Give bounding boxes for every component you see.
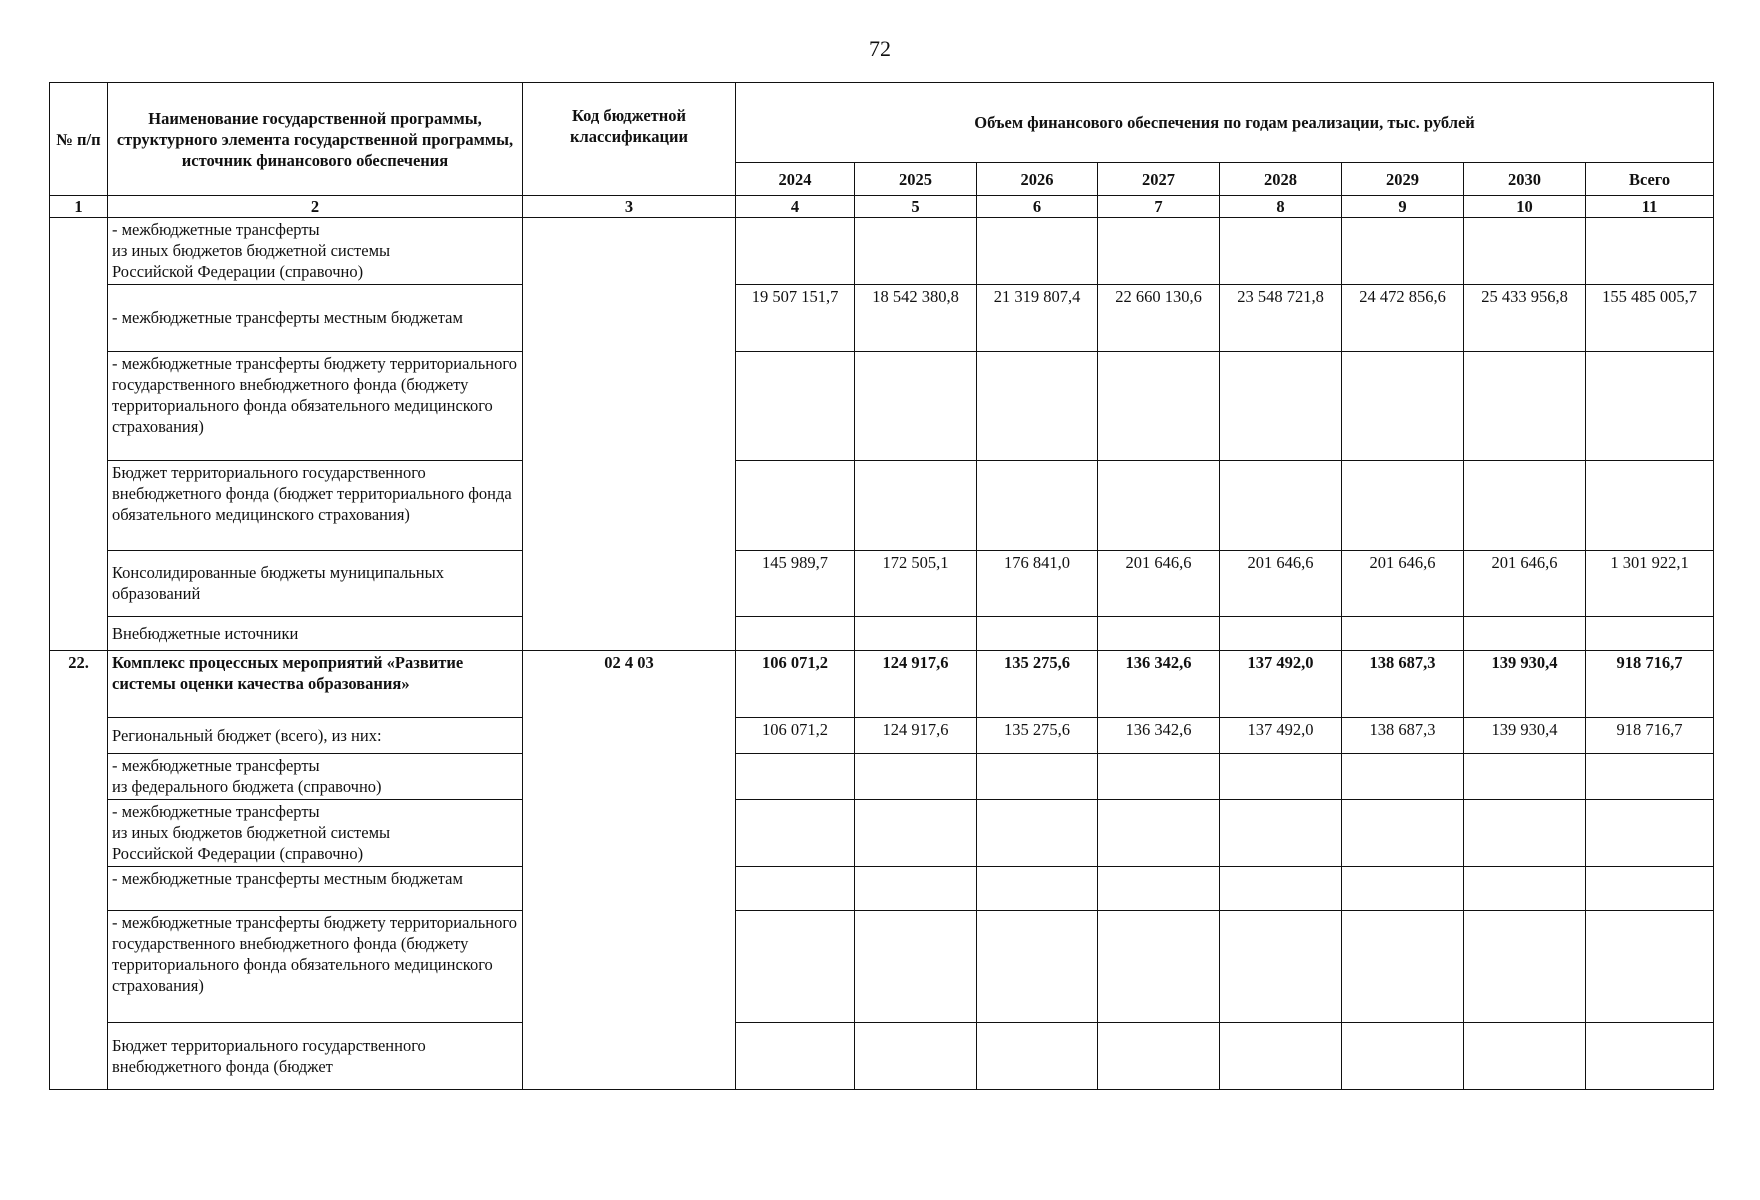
column-index: 6 (977, 196, 1098, 218)
row-name: - межбюджетные трансферты бюджету территориального государственного внебюджетного фонда (бюджету территориального фонда обязательного медицинского страхования) (108, 911, 523, 1023)
table-row (50, 754, 1714, 800)
value-cell (1464, 754, 1586, 800)
column-index: 7 (1098, 196, 1220, 218)
row-number (50, 218, 108, 651)
row-code (523, 218, 736, 651)
value-cell: 106 071,2 (736, 650, 855, 717)
value-cell: 145 989,7 (736, 550, 855, 617)
value-cell (1220, 461, 1342, 550)
header-volume: Объем финансового обеспечения по годам реализации, тыс. рублей (736, 83, 1714, 163)
value-cell (1220, 911, 1342, 1023)
value-cell (855, 351, 977, 461)
value-cell (1342, 799, 1464, 866)
value-cell: 137 492,0 (1220, 717, 1342, 754)
value-cell (736, 911, 855, 1023)
value-cell (1098, 617, 1220, 650)
value-cell: 106 071,2 (736, 717, 855, 754)
value-cell (736, 754, 855, 800)
value-cell (855, 754, 977, 800)
value-cell (855, 461, 977, 550)
value-cell (1098, 866, 1220, 911)
value-cell (855, 218, 977, 285)
value-cell (855, 1022, 977, 1089)
header-number: № п/п (50, 83, 108, 196)
value-cell (1220, 1022, 1342, 1089)
value-cell (1464, 218, 1586, 285)
value-cell: 155 485 005,7 (1586, 284, 1714, 351)
header-year: 2024 (736, 163, 855, 196)
value-cell: 139 930,4 (1464, 717, 1586, 754)
column-index: 4 (736, 196, 855, 218)
row-code: 02 4 03 (523, 650, 736, 1089)
value-cell (1464, 617, 1586, 650)
table-row (50, 284, 1714, 351)
value-cell: 18 542 380,8 (855, 284, 977, 351)
value-cell (736, 866, 855, 911)
value-cell (977, 1022, 1098, 1089)
value-cell (736, 1022, 855, 1089)
row-name: Региональный бюджет (всего), из них: (108, 717, 523, 754)
row-name: - межбюджетные трансферты из иных бюджетов бюджетной системы Российской Федерации (справочно) (108, 218, 523, 285)
header-total: Всего (1586, 163, 1714, 196)
value-cell (1342, 911, 1464, 1023)
table-row (50, 650, 1714, 717)
value-cell (1342, 461, 1464, 550)
value-cell (1342, 218, 1464, 285)
header-year: 2026 (977, 163, 1098, 196)
row-name: Бюджет территориального государственного внебюджетного фонда (бюджет (108, 1022, 523, 1089)
value-cell (855, 866, 977, 911)
value-cell: 24 472 856,6 (1342, 284, 1464, 351)
value-cell (1098, 799, 1220, 866)
value-cell: 136 342,6 (1098, 717, 1220, 754)
value-cell (736, 461, 855, 550)
value-cell: 201 646,6 (1464, 550, 1586, 617)
value-cell: 139 930,4 (1464, 650, 1586, 717)
header-year: 2027 (1098, 163, 1220, 196)
table-row (50, 351, 1714, 461)
value-cell (1098, 1022, 1220, 1089)
table-row (50, 461, 1714, 550)
value-cell: 25 433 956,8 (1464, 284, 1586, 351)
value-cell: 135 275,6 (977, 650, 1098, 717)
value-cell (977, 799, 1098, 866)
value-cell (736, 799, 855, 866)
value-cell (1586, 754, 1714, 800)
value-cell: 201 646,6 (1098, 550, 1220, 617)
value-cell (1098, 218, 1220, 285)
value-cell (1220, 799, 1342, 866)
value-cell (1464, 799, 1586, 866)
row-name: - межбюджетные трансферты из федерального бюджета (справочно) (108, 754, 523, 800)
value-cell (1220, 218, 1342, 285)
financing-table (49, 82, 1714, 1090)
value-cell (1586, 1022, 1714, 1089)
value-cell: 137 492,0 (1220, 650, 1342, 717)
value-cell: 138 687,3 (1342, 717, 1464, 754)
value-cell (1464, 461, 1586, 550)
value-cell: 1 301 922,1 (1586, 550, 1714, 617)
row-name: Внебюджетные источники (108, 617, 523, 650)
value-cell (1586, 461, 1714, 550)
column-index: 8 (1220, 196, 1342, 218)
table-row (50, 218, 1714, 285)
value-cell (1098, 754, 1220, 800)
column-index: 11 (1586, 196, 1714, 218)
header-year: 2029 (1342, 163, 1464, 196)
value-cell (1220, 617, 1342, 650)
value-cell (1464, 1022, 1586, 1089)
value-cell: 135 275,6 (977, 717, 1098, 754)
value-cell: 124 917,6 (855, 717, 977, 754)
table-row (50, 617, 1714, 650)
table-row (50, 550, 1714, 617)
table-row (50, 717, 1714, 754)
value-cell: 21 319 807,4 (977, 284, 1098, 351)
row-name: - межбюджетные трансферты бюджету территориального государственного внебюджетного фонда (бюджету территориального фонда обязательного медицинского страхования) (108, 351, 523, 461)
column-index: 10 (1464, 196, 1586, 218)
column-index: 2 (108, 196, 523, 218)
header-code: Код бюджетной классификации (523, 83, 736, 196)
value-cell (1586, 911, 1714, 1023)
value-cell (1098, 911, 1220, 1023)
value-cell (977, 351, 1098, 461)
value-cell: 172 505,1 (855, 550, 977, 617)
value-cell (1220, 351, 1342, 461)
row-name: Бюджет территориального государственного внебюджетного фонда (бюджет территориального фонда обязательного медицинского страхования) (108, 461, 523, 550)
value-cell (977, 218, 1098, 285)
value-cell: 136 342,6 (1098, 650, 1220, 717)
value-cell (1220, 866, 1342, 911)
value-cell (1464, 351, 1586, 461)
value-cell: 918 716,7 (1586, 717, 1714, 754)
value-cell (1342, 754, 1464, 800)
header-year: 2028 (1220, 163, 1342, 196)
value-cell: 19 507 151,7 (736, 284, 855, 351)
row-number: 22. (50, 650, 108, 1089)
value-cell (736, 351, 855, 461)
column-index: 1 (50, 196, 108, 218)
value-cell (1098, 461, 1220, 550)
value-cell: 138 687,3 (1342, 650, 1464, 717)
value-cell (1586, 351, 1714, 461)
value-cell (1464, 866, 1586, 911)
value-cell: 124 917,6 (855, 650, 977, 717)
value-cell: 201 646,6 (1220, 550, 1342, 617)
value-cell (977, 617, 1098, 650)
value-cell (736, 617, 855, 650)
page-number: 72 (869, 36, 891, 61)
column-index: 5 (855, 196, 977, 218)
row-name: - межбюджетные трансферты из иных бюджетов бюджетной системы Российской Федерации (справочно) (108, 799, 523, 866)
table-row (50, 911, 1714, 1023)
row-name: Комплекс процессных мероприятий «Развитие системы оценки качества образования» (108, 650, 523, 717)
value-cell (1342, 1022, 1464, 1089)
value-cell (1220, 754, 1342, 800)
value-cell: 23 548 721,8 (1220, 284, 1342, 351)
value-cell (1586, 799, 1714, 866)
value-cell (977, 911, 1098, 1023)
value-cell (1342, 617, 1464, 650)
header-name: Наименование государственной программы, структурного элемента государственной программы, источник финансового обеспечения (108, 83, 523, 196)
value-cell (977, 866, 1098, 911)
table-row (50, 1022, 1714, 1089)
value-cell (1586, 218, 1714, 285)
row-name: - межбюджетные трансферты местным бюджетам (108, 866, 523, 911)
header-year: 2030 (1464, 163, 1586, 196)
value-cell (1464, 911, 1586, 1023)
value-cell: 176 841,0 (977, 550, 1098, 617)
value-cell (1586, 617, 1714, 650)
value-cell (855, 799, 977, 866)
row-name: Консолидированные бюджеты муниципальных образований (108, 550, 523, 617)
value-cell (1342, 351, 1464, 461)
value-cell (977, 461, 1098, 550)
column-index: 9 (1342, 196, 1464, 218)
column-index: 3 (523, 196, 736, 218)
value-cell (1586, 866, 1714, 911)
value-cell: 918 716,7 (1586, 650, 1714, 717)
value-cell (855, 911, 977, 1023)
value-cell (1098, 351, 1220, 461)
value-cell (736, 218, 855, 285)
value-cell (1342, 866, 1464, 911)
row-name: - межбюджетные трансферты местным бюджетам (108, 284, 523, 351)
value-cell: 201 646,6 (1342, 550, 1464, 617)
value-cell (855, 617, 977, 650)
header-year: 2025 (855, 163, 977, 196)
value-cell: 22 660 130,6 (1098, 284, 1220, 351)
table-row (50, 866, 1714, 911)
table-row (50, 799, 1714, 866)
value-cell (977, 754, 1098, 800)
